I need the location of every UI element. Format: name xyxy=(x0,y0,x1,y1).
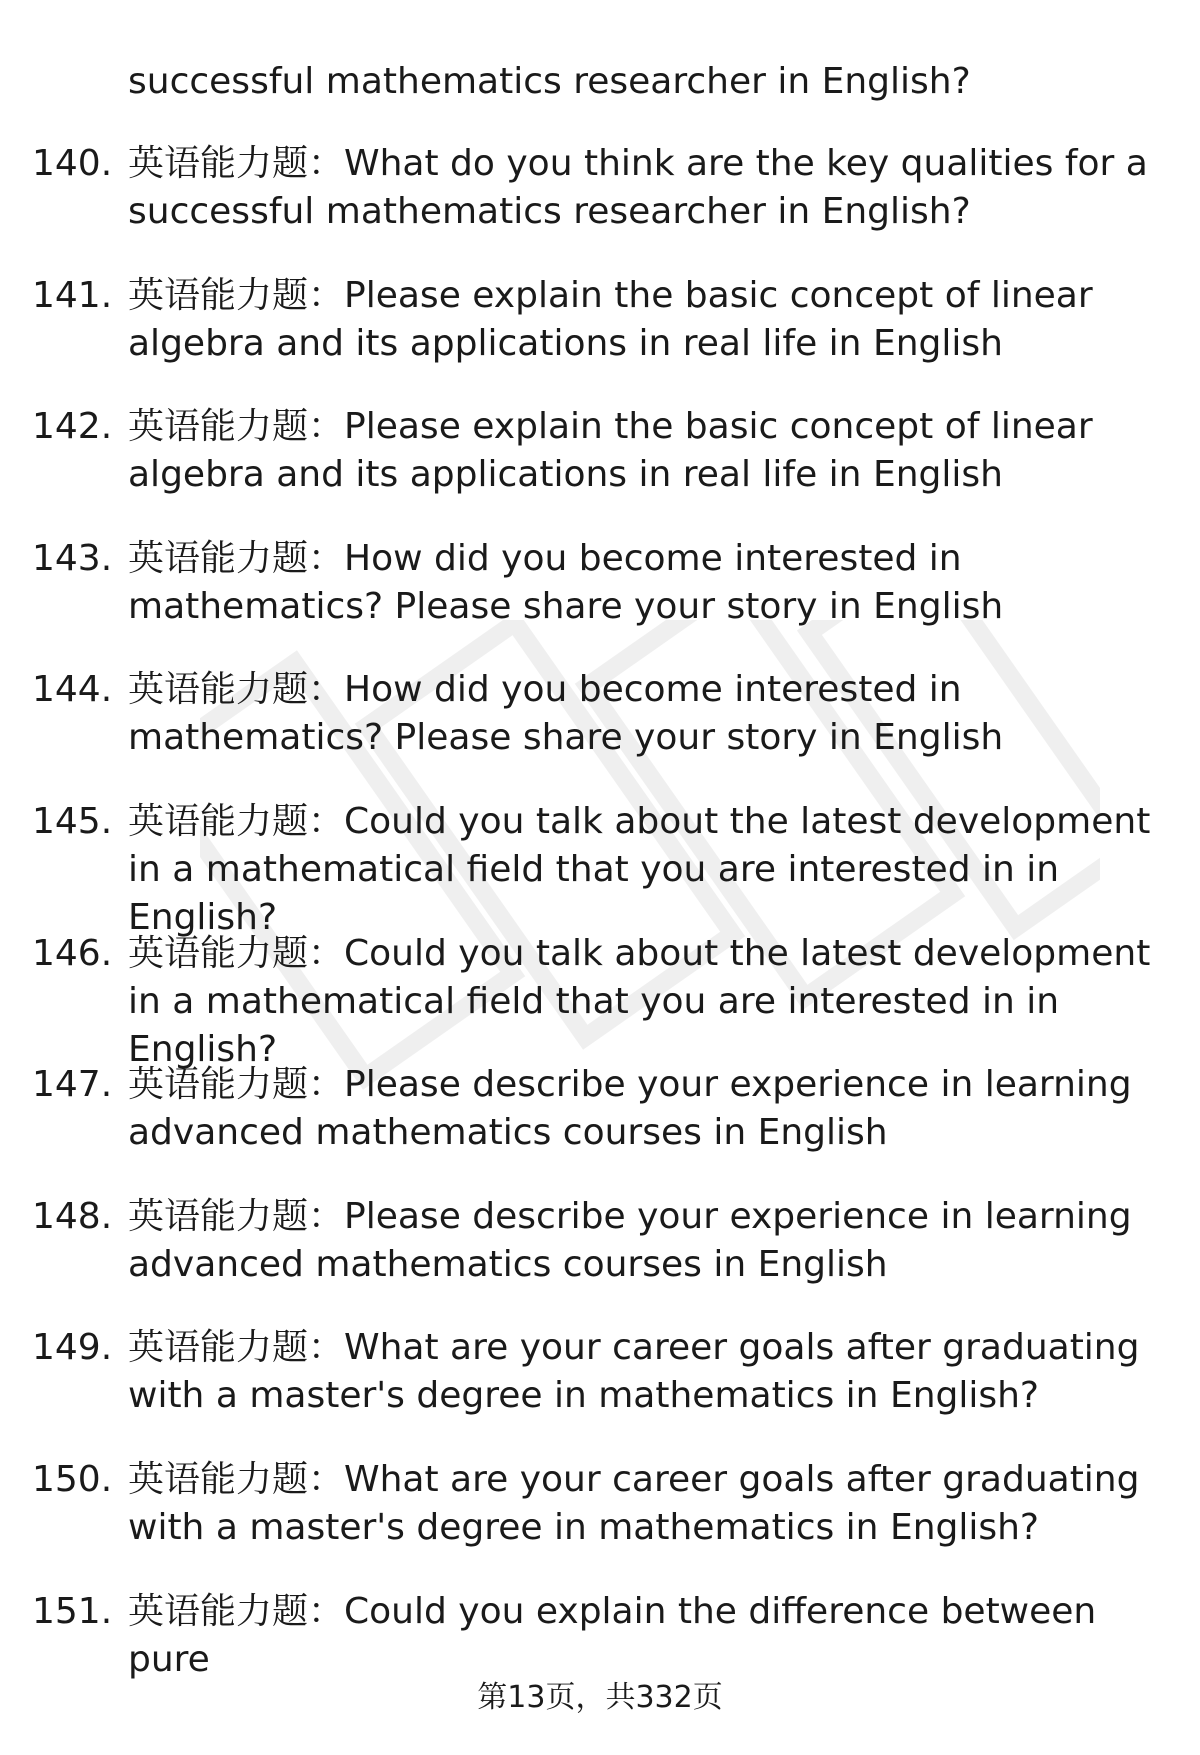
question-item xyxy=(0,1324,1200,1456)
question-item xyxy=(0,798,1200,938)
question-text: What do you think are the key qualities for a successful mathematics researcher in English? xyxy=(128,143,1148,232)
question-category-label: 英语能力题： xyxy=(128,1195,345,1237)
question-item xyxy=(0,403,1200,535)
question-number: 142. xyxy=(32,406,113,448)
question-text: Could you explain the difference between pure xyxy=(128,1590,1097,1680)
question-number: 146. xyxy=(32,932,113,974)
question-item xyxy=(0,1061,1200,1193)
question-text-block xyxy=(128,666,1178,762)
question-item xyxy=(0,1193,1200,1325)
question-item xyxy=(0,140,1200,272)
question-text-block xyxy=(128,1193,1178,1289)
question-text: Could you talk about the latest development in a mathematical field that you are interested in in English? xyxy=(128,932,1151,1070)
continued-question-text: successful mathematics researcher in English? xyxy=(128,61,971,102)
question-text-block xyxy=(128,1456,1178,1552)
question-category-label: 英语能力题： xyxy=(128,1064,345,1106)
question-text-block xyxy=(128,1588,1178,1684)
question-number: 145. xyxy=(32,800,113,842)
question-category-label: 英语能力题： xyxy=(128,1590,345,1632)
question-number: 149. xyxy=(32,1327,113,1369)
question-category-label: 英语能力题： xyxy=(128,1458,345,1500)
question-text: Please explain the basic concept of linear algebra and its applications in real life in English xyxy=(128,274,1093,364)
question-number: 144. xyxy=(32,669,113,711)
question-text: Could you talk about the latest development in a mathematical field that you are interested in in English? xyxy=(128,800,1151,938)
question-item xyxy=(0,930,1200,1070)
question-text-block xyxy=(128,1061,1178,1157)
page-footer: 第13页，共332页 xyxy=(477,1680,723,1715)
question-text-block xyxy=(128,535,1178,631)
question-number: 147. xyxy=(32,1064,113,1106)
question-text: How did you become interested in mathematics? Please share your story in English xyxy=(128,537,1004,627)
question-text-block xyxy=(128,1324,1178,1420)
question-text: Please describe your experience in learning advanced mathematics courses in English xyxy=(128,1195,1132,1285)
question-text: Please describe your experience in learning advanced mathematics courses in English xyxy=(128,1064,1132,1154)
question-number: 143. xyxy=(32,537,113,579)
question-item xyxy=(0,535,1200,667)
question-category-label: 英语能力题： xyxy=(128,406,345,448)
question-number: 141. xyxy=(32,274,113,316)
question-text-block xyxy=(128,403,1178,499)
question-text: What are your career goals after graduating with a master's degree in mathematics in English? xyxy=(128,1458,1140,1548)
question-number: 150. xyxy=(32,1458,113,1500)
question-category-label: 英语能力题： xyxy=(128,274,345,316)
question-number: 151. xyxy=(32,1590,113,1632)
question-item xyxy=(0,272,1200,404)
question-number: 140. xyxy=(32,143,113,184)
question-text-block xyxy=(128,798,1178,942)
question-text-block xyxy=(128,930,1178,1074)
question-category-label: 英语能力题： xyxy=(128,800,345,842)
question-item xyxy=(0,1456,1200,1588)
question-category-label: 英语能力题： xyxy=(128,669,345,711)
question-text-block xyxy=(128,272,1178,368)
question-category-label: 英语能力题： xyxy=(128,143,345,184)
question-text: How did you become interested in mathematics? Please share your story in English xyxy=(128,669,1004,759)
question-item xyxy=(0,666,1200,798)
question-text: Please explain the basic concept of linear algebra and its applications in real life in English xyxy=(128,406,1093,496)
question-number: 148. xyxy=(32,1195,113,1237)
question-text: What are your career goals after graduating with a master's degree in mathematics in English? xyxy=(128,1327,1140,1417)
question-category-label: 英语能力题： xyxy=(128,537,345,579)
question-list xyxy=(0,140,1200,1719)
question-text-block xyxy=(128,140,1178,236)
question-category-label: 英语能力题： xyxy=(128,1327,345,1369)
question-category-label: 英语能力题： xyxy=(128,932,345,974)
